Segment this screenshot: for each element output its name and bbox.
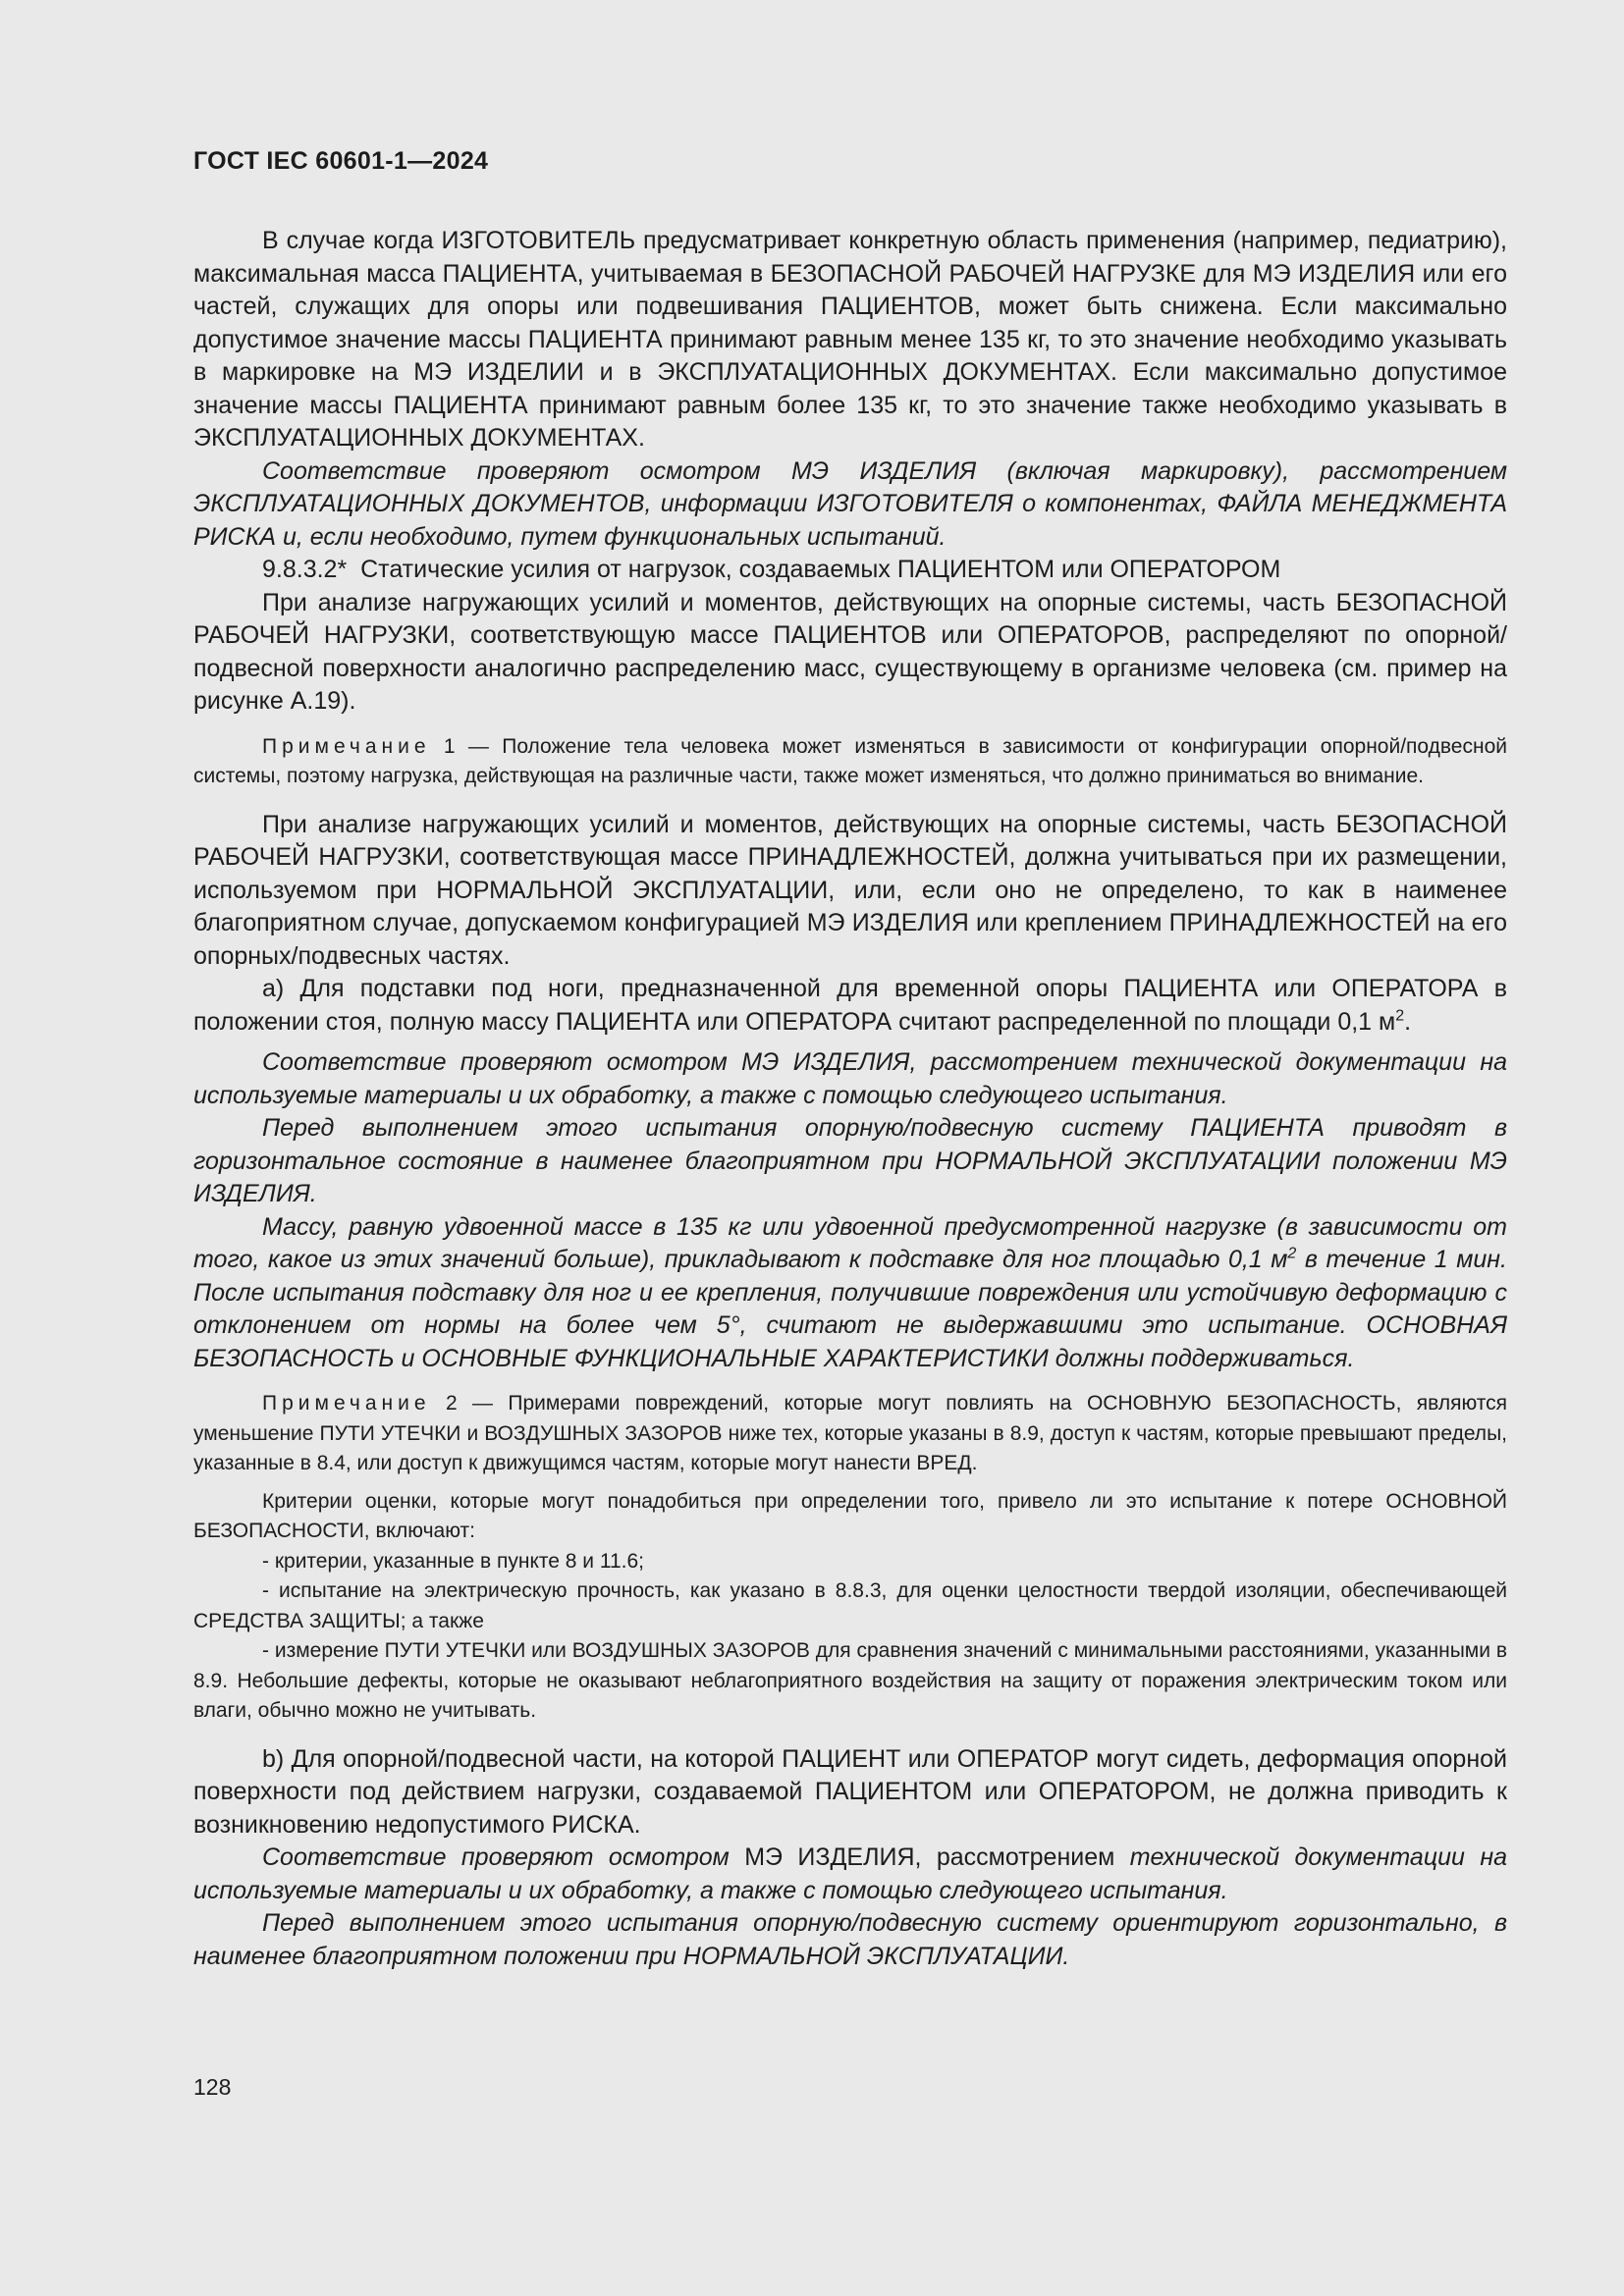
note-2	[193, 1389, 1507, 1479]
paragraph-accessories: При анализе нагружающих усилий и моментов, действующих на опорные системы, часть БЕЗОПАСНОЙ РАБОЧЕЙ НАГРУЗКИ, соответствующая массе ПРИНАДЛЕЖНОСТЕЙ, должна учитываться при их размещении, используемом при НОРМАЛЬНОЙ ЭКСПЛУАТАЦИИ, или, если оно не определено, то как в наименее благоприятном случае, допускаемом конфигурацией МЭ ИЗДЕЛИЯ или креплением ПРИНАДЛЕЖНОСТЕЙ на его опорных/подвесных частях.	[193, 810, 1507, 970]
criteria-item-1: - критерии, указанные в пункте 8 и 11.6;	[262, 1549, 645, 1573]
note-1-label: Примечание	[262, 734, 431, 758]
page-number: 128	[193, 2074, 232, 2100]
criteria-item-3: - измерение ПУТИ УТЕЧКИ или ВОЗДУШНЫХ ЗАЗОРОВ для сравнения значений с минимальными расстояниями, указанными в 8.9. Небольшие дефекты, которые не оказывают неблагоприятного воздействия на защиту от поражения электрическим током или влаги, обычно можно не учитывать.	[193, 1639, 1507, 1722]
paragraph-load-distribution: При анализе нагружающих усилий и моментов, действующих на опорные системы, часть БЕЗОПАСНОЙ РАБОЧЕЙ НАГРУЗКИ, соответствующую массе ПАЦИЕНТОВ или ОПЕРАТОРОВ, распределяют по опорной/подвесной поверхности аналогично распределению масс, существующему в организме человека (см. пример на рисунке А.19).	[193, 588, 1507, 715]
criteria-item-2: - испытание на электрическую прочность, как указано в 8.8.3, для оценки целостности твердой изоляции, обеспечивающей СРЕДСТВА ЗАЩИТЫ; а также	[193, 1579, 1507, 1632]
page-content	[193, 225, 1507, 1973]
compliance-3-italic-2: технической документации на используемые материалы и их обработку, а также с помощью следующего испытания.	[193, 1843, 1507, 1904]
compliance-paragraph-3	[193, 1842, 1507, 1907]
test-preparation-paragraph: Перед выполнением этого испытания опорную/подвесную систему ПАЦИЕНТА приводят в горизонтальное состояние в наименее благоприятном при НОРМАЛЬНОЙ ЭКСПЛУАТАЦИИ положении МЭ ИЗДЕЛИЯ.	[193, 1114, 1507, 1207]
note-2-label: Примечание	[262, 1392, 431, 1415]
final-test-paragraph: Перед выполнением этого испытания опорную/подвесную систему ориентируют горизонтально, в наименее благоприятном положении при НОРМАЛЬНОЙ ЭКСПЛУАТАЦИИ.	[193, 1909, 1507, 1970]
test-load-superscript: 2	[1287, 1245, 1297, 1262]
note-2-text: 2 — Примерами повреждений, которые могут повлиять на ОСНОВНУЮ БЕЗОПАСНОСТЬ, являются уменьшение ПУТИ УТЕЧКИ и ВОЗДУШНЫХ ЗАЗОРОВ ниже тех, которые указаны в 8.9, доступ к частям, которые превышают пределы, указанные в 8.4, или доступ к движущимся частям, которые могут нанести ВРЕД.	[193, 1392, 1507, 1474]
compliance-paragraph-1: Соответствие проверяют осмотром МЭ ИЗДЕЛИЯ (включая маркировку), рассмотрением ЭКСПЛУАТАЦИОННЫХ ДОКУМЕНТОВ, информации ИЗГОТОВИТЕЛЯ о компонентах, ФАЙЛА МЕНЕДЖМЕНТА РИСКА и, если необходимо, путем функциональных испытаний.	[193, 456, 1507, 551]
item-a-period: .	[1404, 1007, 1412, 1036]
item-a	[193, 973, 1507, 1039]
compliance-3-regular: МЭ ИЗДЕЛИЯ, рассмотрением	[729, 1843, 1130, 1871]
compliance-paragraph-2: Соответствие проверяют осмотром МЭ ИЗДЕЛИЯ, рассмотрением технической документации на используемые материалы и их обработку, а также с помощью следующего испытания.	[193, 1048, 1507, 1109]
standard-header: ГОСТ IEC 60601-1—2024	[193, 147, 489, 175]
section-number: 9.8.3.2*	[262, 556, 348, 583]
item-a-superscript: 2	[1395, 1007, 1405, 1025]
section-title: Статические усилия от нагрузок, создаваемых ПАЦИЕНТОМ или ОПЕРАТОРОМ	[360, 556, 1281, 583]
test-load-text-1: Массу, равную удвоенной массе в 135 кг или удвоенной предусмотренной нагрузке (в зависимости от того, какое из этих значений больше), прикладывают к подставке для ног площадью 0,1 м	[193, 1212, 1507, 1273]
note-1-text: 1 — Положение тела человека может изменяться в зависимости от конфигурации опорной/подвесной системы, поэтому нагрузка, действующая на различные части, также может изменяться, что должно приниматься во внимание.	[193, 734, 1507, 787]
section-heading	[193, 554, 1507, 587]
item-a-text: a) Для подставки под ноги, предназначенной для временной опоры ПАЦИЕНТА или ОПЕРАТОРА в положении стоя, полную массу ПАЦИЕНТА или ОПЕРАТОРА считают распределенной по площади 0,1 м	[193, 975, 1507, 1036]
paragraph-patient-mass: В случае когда ИЗГОТОВИТЕЛЬ предусматривает конкретную область применения (например, педиатрию), максимальная масса ПАЦИЕНТА, учитываемая в БЕЗОПАСНОЙ РАБОЧЕЙ НАГРУЗКЕ для МЭ ИЗДЕЛИЯ или его частей, служащих для опоры или подвешивания ПАЦИЕНТОВ, может быть снижена. Если максимально допустимое значение массы ПАЦИЕНТА принимают равным менее 135 кг, то это значение необходимо указывать в маркировке на МЭ ИЗДЕЛИИ и в ЭКСПЛУАТАЦИОННЫХ ДОКУМЕНТАХ. Если максимально допустимое значение массы ПАЦИЕНТА принимают равным более 135 кг, то это значение также необходимо указывать в ЭКСПЛУАТАЦИОННЫХ ДОКУМЕНТАХ.	[193, 227, 1507, 452]
test-load-paragraph	[193, 1211, 1507, 1376]
criteria-intro: Критерии оценки, которые могут понадобиться при определении того, привело ли это испытание к потере ОСНОВНОЙ БЕЗОПАСНОСТИ, включают:	[193, 1489, 1507, 1542]
note-1	[193, 732, 1507, 792]
item-b: b) Для опорной/подвесной части, на которой ПАЦИЕНТ или ОПЕРАТОР могут сидеть, деформация опорной поверхности под действием нагрузки, создаваемой ПАЦИЕНТОМ или ОПЕРАТОРОМ, не должна приводить к возникновению недопустимого РИСКА.	[193, 1744, 1507, 1839]
test-load-text-2: в течение 1 мин. После испытания подставку для ног и ее крепления, получившие повреждения или устойчивую деформацию с отклонением от нормы на более чем 5°, считают не выдержавшими это испытание. ОСНОВНАЯ БЕЗОПАСНОСТЬ и ОСНОВНЫЕ ФУНКЦИОНАЛЬНЫЕ ХАРАКТЕРИСТИКИ должны поддерживаться.	[193, 1246, 1508, 1372]
compliance-3-italic-1: Соответствие проверяют осмотром	[262, 1843, 730, 1871]
